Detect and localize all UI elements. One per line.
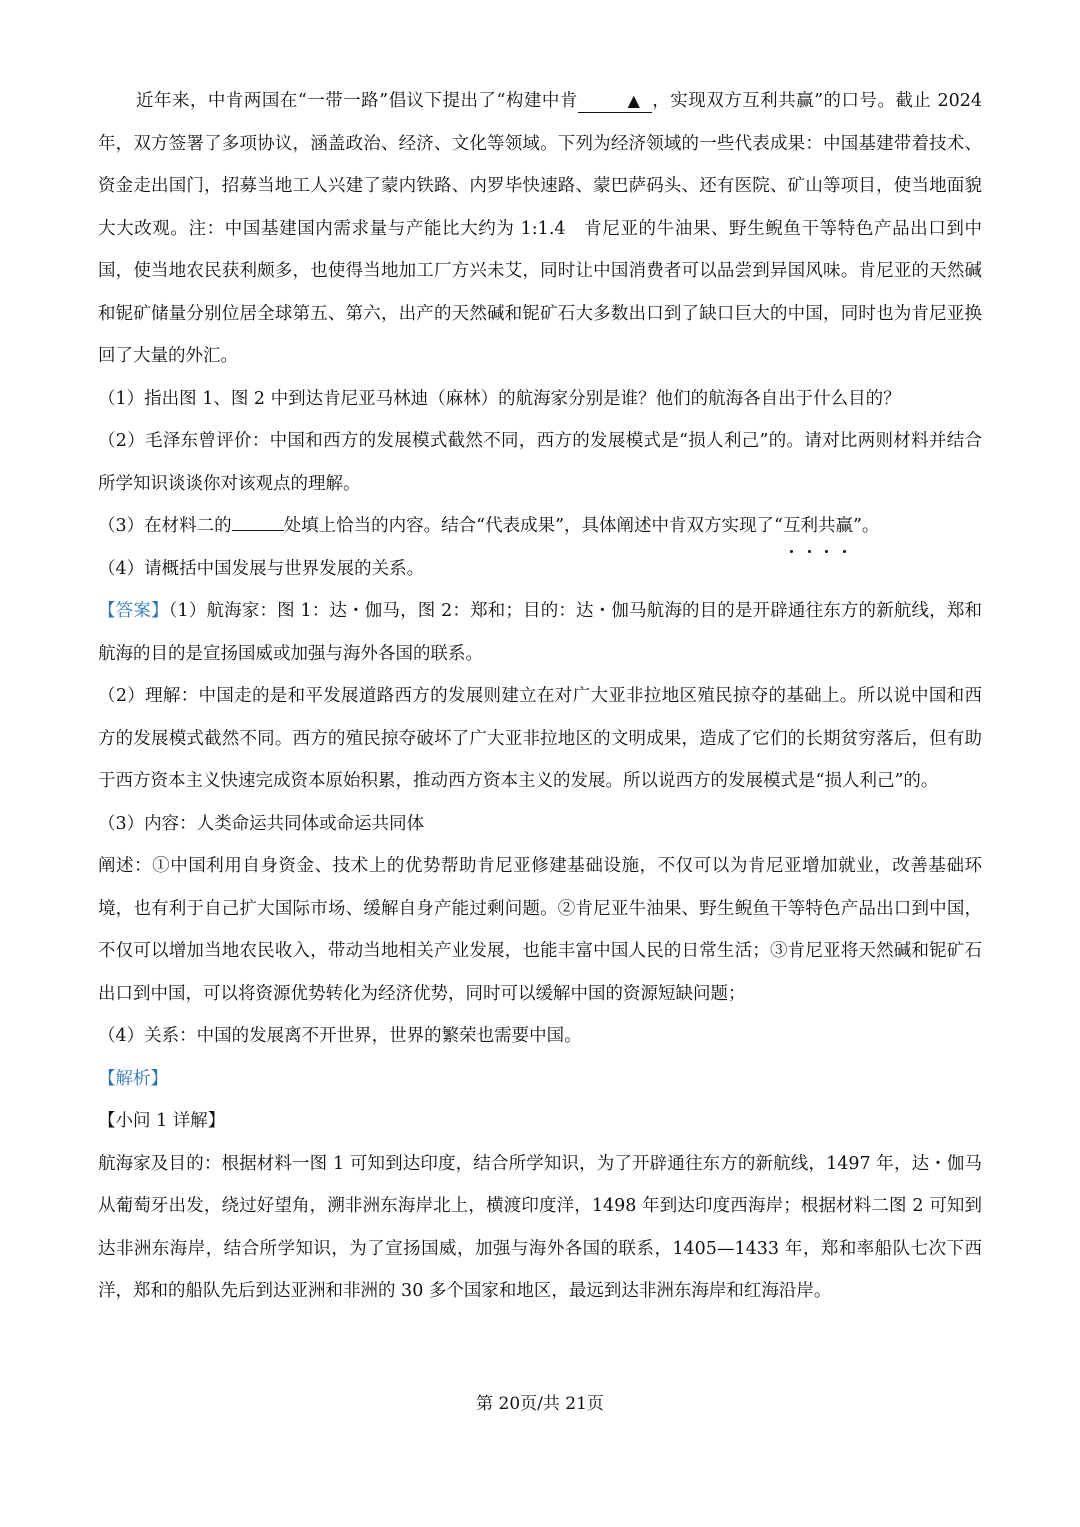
question-3-end: ”。 [852,516,880,536]
question-3-middle: 处填上恰当的内容。结合“代表成果”，具体阐述中肯双方实现了“ [283,516,783,536]
question-3-start: （3）在材料二的 [98,516,232,536]
material-text-start: 近年来，中肯两国在“一带一路”倡议下提出了“构建中肯 [136,91,578,111]
material-text-end: ，实现双方互利共赢”的口号。 [651,91,896,111]
question-3 [98,505,982,548]
fill-blank-triangle: ▲ [578,90,652,113]
fill-blank-underline [232,530,284,531]
answer-1-text: （1）航海家：图 1：达・伽马，图 2：郑和；目的：达・伽马航海的目的是开辟通往东方的新航线，郑和航海的目的是宣扬国威或加强与海外各国的联系。 [98,601,983,664]
emphasized-char: 互 [783,505,801,548]
material-paragraph: 截止 2024 年，双方签署了多项协议，涵盖政治、经济、文化等领域。下列为经济领域的一些代表成果：中国基建带着技术、资金走出国门，招募当地工人兴建了蒙内铁路、内罗毕快速路、蒙巴萨码头、还有医院、矿山等项目，使当地面貌大大改观。注：中国基建国内需求量与产能比大约为 1:1.4 肯尼亚的牛油果、野生鲵鱼干等特色产品出口到中国，使当地农民获利颇多，也使得当地加工厂方兴未艾，同时让中国消费者可以品尝到异国风味。肯尼亚的天然碱和铌矿储量分别位居全球第五、第六，出产的天然碱和铌矿石大多数出口到了缺口巨大的中国，同时也为肯尼亚换回了大量的外汇。 [98,91,982,366]
emphasized-char: 利 [800,505,818,548]
answer-3-content: （3）内容：人类命运共同体或命运共同体 [98,813,425,834]
answer-3-detail: 阐述：①中国利用自身资金、技术上的优势帮助肯尼亚修建基础设施，不仅可以为肯尼亚增加就业，改善基础环境，也有利于自己扩大国际市场、缓解自身产能过剩问题。②肯尼亚牛油果、野生鲵鱼干等特色产品出口到中国，不仅可以增加当地农民收入，带动当地相关产业发展，也能丰富中国人民的日常生活；③肯尼亚将天然碱和铌矿石出口到中国，可以将资源优势转化为经济优势，同时可以缓解中国的资源短缺问题； [98,856,982,1004]
analysis-subheading: 【小问 1 详解】 [98,1111,226,1131]
analysis-label: 【解析】 [98,1068,168,1089]
question-2: （2）毛泽东曾评价：中国和西方的发展模式截然不同，西方的发展模式是“损人利己”的。请对比两则材料并结合所学知识谈谈你对该观点的理解。 [98,431,982,494]
question-1: （1）指出图 1、图 2 中到达肯尼亚马林迪（麻林）的航海家分别是谁？他们的航海各自出于什么目的？ [98,388,901,409]
question-4: （4）请概括中国发展与世界发展的关系。 [98,558,425,579]
material-first-line [98,80,982,378]
answer-label: 【答案】 [98,601,169,621]
emphasized-phrase [783,516,853,536]
answer-1 [98,590,982,675]
emphasized-char: 共 [818,505,836,548]
analysis-text: 航海家及目的：根据材料一图 1 可知到达印度，结合所学知识，为了开辟通往东方的新航线，1497 年，达・伽马从葡萄牙出发，绕过好望角，溯非洲东海岸北上，横渡印度洋，1498 年到达印度西海岸；根据材料二图 2 可知到达非洲东海岸，结合所学知识，为了宣扬国威，加强与海外各国的联系，1405—1433 年，郑和率船队七次下西洋，郑和的船队先后到达亚洲和非洲的 30 多个国家和地区，最远到达非洲东海岸和红海沿岸。 [98,1153,982,1301]
page-number: 第 20页/共 21页 [476,1394,604,1414]
emphasized-char: 赢 [835,505,853,548]
answer-4: （4）关系：中国的发展离不开世界，世界的繁荣也需要中国。 [98,1026,582,1046]
answer-2: （2）理解：中国走的是和平发展道路西方的发展则建立在对广大亚非拉地区殖民掠夺的基础上。所以说中国和西方的发展模式截然不同。西方的殖民掠夺破坏了广大亚非拉地区的文明成果，造成了它们的长期贫穷落后，但有助于西方资本主义快速完成资本原始积累，推动西方资本主义的发展。所以说西方的发展模式是“损人利己”的。 [98,686,982,791]
